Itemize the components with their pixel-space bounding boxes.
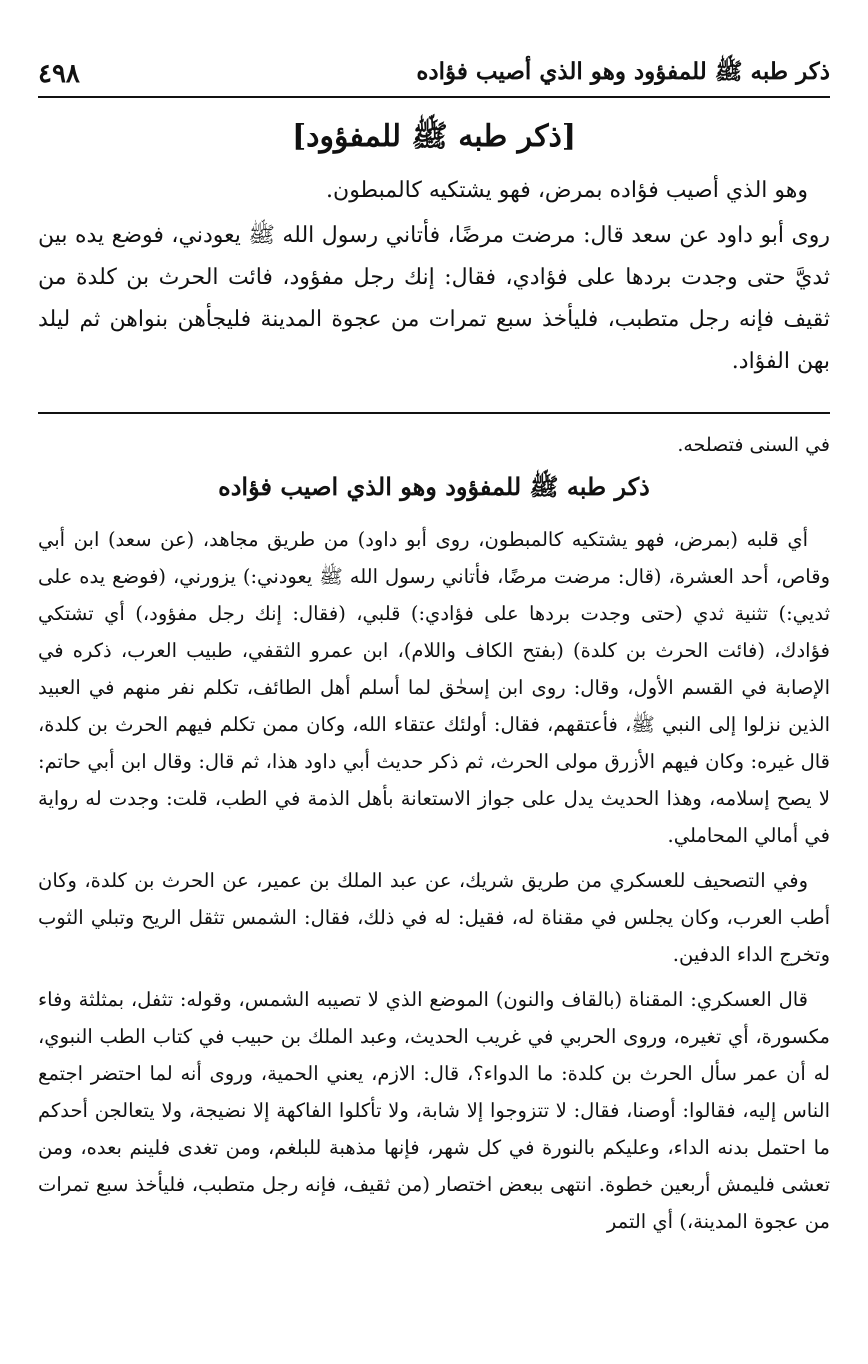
running-title: ذكر طبه ﷺ للمفؤود وهو الذي أصيب فؤاده [416, 58, 830, 85]
commentary-paragraph: أي قلبه (بمرض، فهو يشتكيه كالمبطون، روى أبو داود) من طريق مجاهد، (عن سعد) ابن أبي وقاص، أحد العشرة، (قال: مرضت مرضًا، فأتاني رسول الله ﷺ يعودني:) يزورني، (فوضع يده على ثديي:) تثنية ثدي (حتى وجدت بردها على فؤادي:) قلبي، (فقال: إنك رجل مفؤود،) أي تشتكي فؤادك، (فائت الحرث بن كلدة) (بفتح الكاف واللام)، ابن عمرو الثقفي، طبيب العرب، ذكره في الإصابة في القسم الأول، وقال: روى ابن إسحٰق لما أسلم أهل الطائف، تكلم نفر منهم في العبيد الذين نزلوا إلى النبي ﷺ، فأعتقهم، فقال: أولئك عتقاء الله، وكان ممن تكلم فيهم الحرث بن كلدة، قال غيره: وكان فيهم الأزرق مولى الحرث، ثم ذكر حديث أبي داود هذا، ثم قال: وقال ابن أبي حاتم: لا يصح إسلامه، وهذا الحديث يدل على جواز الاستعانة بأهل الذمة في الطب، قلت: وجدت له رواية في أمالي المحاملي. [38, 528, 830, 847]
hadith-text: روى أبو داود عن سعد قال: مرضت مرضًا، فأتاني رسول الله ﷺ يعودني، فوضع يده بين ثديَّ حتى وجدت بردها على فؤادي، فقال: إنك رجل مفؤود، فائت الحرث بن كلدة من ثقيف فإنه رجل متطبب، فليأخذ سبع تمرات من عجوة المدينة فليجأهن بنواهن ثم ليلد بهن الفؤاد. [38, 223, 830, 374]
page-header [38, 52, 830, 98]
section-divider [38, 412, 830, 414]
commentary-paragraph: قال العسكري: المقناة (بالقاف والنون) الموضع الذي لا تصيبه الشمس، وقوله: تثفل، بمثلثة وفاء مكسورة، أي تغيره، وروى الحربي في غريب الحديث، وعبد الملك بن حبيب في كتاب الطب النبوي، له أن عمر سأل الحرث بن كلدة: ما الدواء؟، قال: الازم، يعني الحمية، وروى أنه لما احتضر اجتمع الناس إليه، فقالوا: أوصنا، فقال: لا تتزوجوا إلا شابة، ولا تأكلوا الفاكهة إلا نضيجة، ولا يتعالجن أحدكم ما احتمل بدنه الداء، وعليكم بالنورة في كل شهر، فإنها مذهبة للبلغم، ومن تغدى فلينم بعده، ومن تعشى فليمش أربعين خطوة. انتهى ببعض اختصار (من ثقيف، فإنه رجل متطبب، فليأخذ سبع تمرات من عجوة المدينة،) أي التمر [38, 988, 830, 1233]
page-number: ٤٩٨ [38, 59, 80, 89]
commentary-heading: ذكر طبه ﷺ للمفؤود وهو الذي اصيب فؤاده [218, 472, 650, 501]
commentary-paragraph: وفي التصحيف للعسكري من طريق شريك، عن عبد الملك بن عمير، عن الحرث بن كلدة، وكان أطب العرب، وكان يجلس في مقناة له، فقيل: له في ذلك، فقال: الشمس تثقل الريح وتبلي الثوب وتخرج الداء الدفين. [38, 869, 830, 966]
chapter-heading: [ذكر طبه ﷺ للمفؤود] [291, 119, 577, 154]
commentary-section [38, 428, 830, 1248]
main-text-section [38, 118, 830, 383]
chapter-intro: وهو الذي أصيب فؤاده بمرض، فهو يشتكيه كالمبطون. [326, 178, 808, 203]
carryover-note: في السنى فتصلحه. [677, 434, 830, 456]
